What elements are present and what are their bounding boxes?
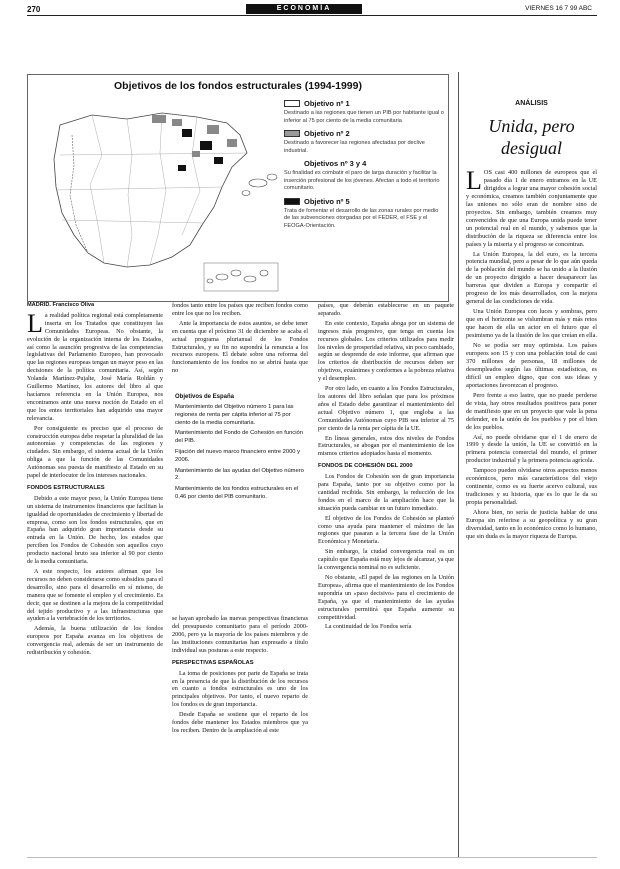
box-item: Mantenimiento del Fondo de Cohesión en función del PIB. [175,430,303,445]
legend-swatch [284,198,300,205]
box-item: Fijación del nuevo marco financiero entre 2000 y 2006. [175,448,301,463]
spain-map [32,95,284,295]
peninsula-outline [54,113,247,267]
objectives-box [175,392,307,627]
subheading: FONDOS ESTRUCTURALES [27,484,105,491]
legend-item: Objetivo nº 2 Destinado a favorecer las regiones afectadas por declive industrial. [284,129,425,154]
subheading: FONDOS DE COHESIÓN DEL 2000 [318,463,413,470]
byline: MADRID. Francisco Oliva [27,302,95,308]
canary-inset-frame [204,263,278,291]
legend-item: Objetivo nº 5 Trata de fomentar el desarrollo de las zonas rurales por medio de las subvenciones otorgadas por el FEDER, el FSE y el FEOGA-Orientación. [284,196,439,229]
infographic [27,74,449,302]
box-item: Mantenimiento de las ayudas del Objetivo número 2. [175,467,304,482]
infographic-title: Objetivos de los fondos estructurales (1994-1999) [113,80,362,92]
legend-swatch [284,130,300,137]
subheading: PERSPECTIVAS ESPAÑOLAS [172,659,254,666]
map-legend [284,99,446,234]
analysis-body: LOS casi 400 millones de europeos que el pasado día 1 de enero entramos en la UE dirigidos a lograr una mayor cohesión social y económica, creamos también conjuntamente que las uniones no sólo eran de nombre sino de proyectos. Sin embargo, también creamos muy convencidos de que una Europa unida puede tener un potencial real en el mundo, y sabemos que la distribución de la riqueza se diferencia entre los países y la miseria y el progreso se concentran. La Unión Europea, la del euro, es la tercera potencia mundial, pero a pesar de lo que aún queda de la población del mundo se ha unido a la ilusión de un proyecto dirigido a hacer desaparecer las barreras que dividen a Europa y compartir el progreso de los más desarrollados, con la mejora general de las condiciones de vida. Una Unión Europea con luces y sombras, pero que en el horizonte se vislumbran más y más retos que hacen de ella un actor en el futuro que el pesimismo ya de la ilusión de los que creían en ella. No se podía ser muy optimista. Los países europeos son 15 y con una población total de casi 370 millones de personas, 18 millones de desempleados según las últimas estadísticas, es difícil un empleo digno, que con sus ideas y aportaciones favorezcan el progreso. Pero frente a eso lastre, que no puede perderse de vista, hay otros resultados positivos para poner de manifiesto que en un proyecto que vale la pena defender, en la unión de los pueblos y por el bien de los pueblos. Así, no puede olvidarse que el 1 de enero de 1999 y desde la unión, la UE se convirtió en la primera potencia comercial del mundo, el primer productor industrial y la primera potencia agrícola. Tampoco pueden olvidarse otros aspectos menos económicos, pero más característicos del viejo continente, como es su fuerte acervo cultural, sus tradiciones y su historia, que es lo que le da su propia personalidad. Ahora bien, no sería de justicia hablar de una Europa sin referirse a su geopolítica y su gran diversidad, tanto en lo económico como lo humano, que sin duda es la mayor riqueza de Europa. [466,169,597,540]
issue-date: VIERNES 16 7 99 ABC [525,5,592,12]
box-title: Objetivos de España [175,394,235,400]
box-item: Mantenimiento de los fondos estructurales en el 0,46 por ciento del PIB comunitario. [175,486,299,500]
header-rule [27,15,597,16]
legend-item: Objetivos nº 3 y 4 Su finalidad es combatir el paro de larga duración y facilitar la inserción profesional de los jóvenes. Afectan a todo el territorio comunitario. [284,159,440,191]
analysis-column [466,72,597,857]
article-column-2: fondos tanto entre los países que reciben fondos como entre los que no los reciben. Ante la importancia de estos asuntos, se debe tener en cuenta que el próximo 31 de diciembre se acaba el actual programa plurianual de los Fondos Estructurales, y su fin no supondrá la renuncia a los recursos europeos. El debate sobre una reforma del funcionamiento de los fondos no se abrirá hasta que no se hayan aprobado las nuevas perspectivas financieras del presupuesto comunitario para el período 2000-2006, pero ya la mayoría de los países miembros y de las instituciones comunitarias han expresado a título individual sus posturas a este respecto. PERSPECTIVAS ESPAÑOLAS La toma de posiciones por parte de España se trata en la presencia de que la distribución de los recursos en cuanto a fondos estructurales es uno de los principales objetivos. Por tanto, el nuevo reparto de los fondos es de gran importancia. Desde España se sostiene que el reparto de los fondos debe mantener los Estados miembros que ya los reciben. Dentro de la ampliación al este [172,302,308,734]
legend-item: Objetivo nº 1 Destinado a las regiones que tienen un PIB por habitante igual o inferior al 75 por ciento de la media comunitaria [284,99,444,124]
footer-rule [27,857,597,858]
box-item: Mantenimiento del Objetivo número 1 para las regiones de renta per cápita inferior al 75 por ciento de la media comunitaria. [175,404,294,426]
drop-cap: L [27,308,43,338]
article-column-3: países, que deberán establecerse en un paquete separado. En este contexto, España aboga por un sistema de ingresos más progresivo, que tenga en cuenta los recursos globales. Los criterios utilizados para medir los niveles de prosperidad relativa, sin poco cambiado, según se desprende de este informe, que afirman que los criterios de distribución de recursos deben ser objetivos, ecuánimes y conformes a la pobreza relativa y el desempleo. Por otro lado, en cuanto a los Fondos Estructurales, los autores del libro señalan que para los próximos años el Estado debe garantizar el mantenimiento del actual Objetivo número 1, que engloba a las Comunidades Autónomas cuyo PIB sea inferior al 75 por ciento de la renta per cápita de la UE. En líneas generales, estos dos niveles de Fondos Estructurales, se abogan por el mantenimiento de los mismos criterios adoptados hasta el momento. FONDOS DE COHESIÓN DEL 2000 Los Fondos de Cohesión son de gran importancia para España, tanto por su objetivo como por la cantidad recibida. Sin embargo, la reducción de los fondos en el marco de la ampliación hace que la situación pueda cambiar en un futuro inmediato. El objetivo de los Fondos de Cohesión se planteó como una ayuda para mantener el máximo de las regiones que pasaran a la tercera fase de la Unión Económica y Monetaria. Sin embargo, la ciudad convergencia real es un capítulo que España está muy lejos de alcanzar, ya que la convergencia nominal no es suficiente. No obstante, «El papel de las regiones en la Unión Europea», afirma que el mantenimiento de los Fondos supondría un «paso decisivo» para el crecimiento de España, ya que el mantenimiento de las ayudas estructurales permitirá que España aumente su competitividad. La continuidad de los Fondos sería [318,302,454,631]
canary-islands [207,270,268,283]
analysis-title: Unida, pero desigual [488,116,575,158]
section-banner: ECONOMÍA [246,4,362,14]
balearic-islands [242,174,277,196]
drop-cap: L [466,169,482,195]
article-column-1: MADRID. Francisco Oliva La realidad política regional está completamente inserta en los Tratados que constituyen las Comunidades Europeas. No obstante, la evolución de la organización interna de los Estados, así como la asunción progresiva de las competencias legislativas del Parlamento Europeo, han provocado que las regiones europeas tengan un mayor peso en las decisiones de la política comunitaria. Así, según Yolanda Martínez-Pujalte, José María Roldán y Guillermo Martínez, los autores del libro al que hacíamos referencia en la Unión Europea, nos encontramos ante una nueva noción de Estado en el que los entes territoriales han adquirido una mayor relevancia. Por consiguiente es preciso que el proceso de construcción europea debe respetar la pluralidad de las autonomías y competencias de las regiones y ciudades. Sin embargo, el sistema actual de la Unión obliga a que la función de las Comunidades Autónomas sea puesta de manifiesto al Estado en su papel de interlocutor de los intereses nacionales. FONDOS ESTRUCTURALES Debido a este mayor peso, la Unión Europea tiene un sistema de instrumentos financieros que facilitan la igualdad de oportunidades de crecimiento y libertad de empresa, como son los fondos estructurales, que en España han adquirido gran importancia desde su entrada en la Unión. De hecho, los estados que perciben los Fondos de Cohesión son aquellos cuyo producto nacional bruto sea inferior al 90 por ciento de la media comunitaria. A este respecto, los autores afirman que los recursos no deben considerarse como subsidios para el desarrollo, sino para el desarrollo en sí mismo, de manera que se fomente el empleo y el crecimiento. Es decir, que se destinen a la mejora de la competitividad del tejido productivo y a las infraestructuras que ayuden a la vertebración de los territorios. Además, la buena utilización de los fondos europeos por España avanza en los objetivos de convergencia real, además de ser un instrumento de redistribución y cohesión. [27,302,163,657]
analysis-label: ANÁLISIS [515,100,548,107]
page-number: 270 [27,5,41,14]
page-header [0,0,620,20]
legend-swatch [284,100,300,107]
column-divider [458,72,459,857]
